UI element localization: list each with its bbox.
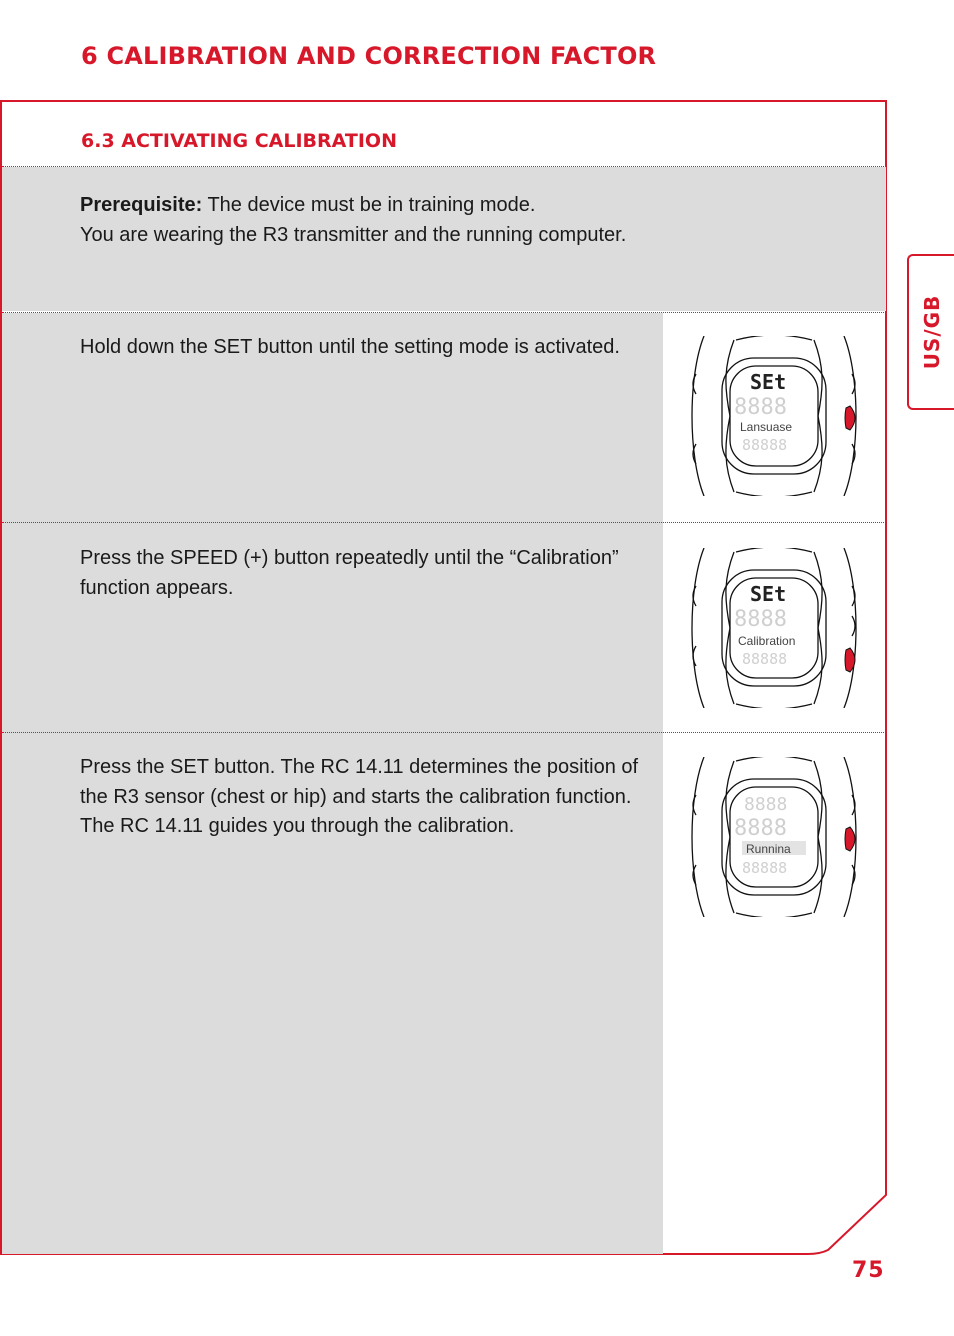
highlighted-button [845, 406, 855, 430]
step-3-text: Press the SET button. The RC 14.11 determines the position of the R3 sensor (chest or hip) and starts the calibration function. The RC 14.11 guides you through the calibration. [80, 756, 639, 837]
step-2-text: Press the SPEED (+) button repeatedly until the “Calibration” function appears. [80, 547, 619, 599]
svg-text:8888: 8888 [744, 794, 788, 815]
svg-text:8888: 8888 [734, 816, 787, 841]
display-bottom-text: Lansuase [740, 420, 793, 434]
divider [2, 522, 886, 523]
svg-text:8888: 8888 [734, 395, 787, 420]
display-top-text: SEt [750, 582, 787, 606]
divider [2, 732, 886, 733]
svg-text:88888: 88888 [742, 650, 788, 668]
svg-text:8888: 8888 [734, 607, 787, 632]
page-number: 75 [852, 1258, 885, 1283]
svg-text:88888: 88888 [742, 436, 788, 454]
prerequisite-label: Prerequisite: [80, 194, 203, 216]
svg-text:88888: 88888 [742, 859, 788, 877]
language-tab[interactable] [907, 254, 954, 410]
prerequisite-line-1: The device must be in training mode. [202, 194, 536, 216]
watch-illustration-step-3 [686, 757, 862, 917]
prerequisite-line-2: You are wearing the R3 transmitter and the running computer. [80, 224, 627, 246]
prerequisite-text [80, 190, 800, 250]
step-1-text: Hold down the SET button until the setting mode is activated. [80, 336, 620, 358]
section-title: 6.3 ACTIVATING CALIBRATION [81, 130, 397, 152]
highlighted-button [845, 827, 855, 851]
display-bottom-text: Calibration [738, 634, 796, 648]
language-tab-label: US/GB [919, 294, 944, 370]
watch-illustration-step-2 [686, 548, 862, 708]
chapter-title: 6 CALIBRATION AND CORRECTION FACTOR [81, 42, 657, 70]
display-top-text: SEt [750, 370, 787, 394]
display-bottom-text: Runnina [746, 842, 791, 856]
watch-illustration-step-1 [686, 336, 862, 496]
